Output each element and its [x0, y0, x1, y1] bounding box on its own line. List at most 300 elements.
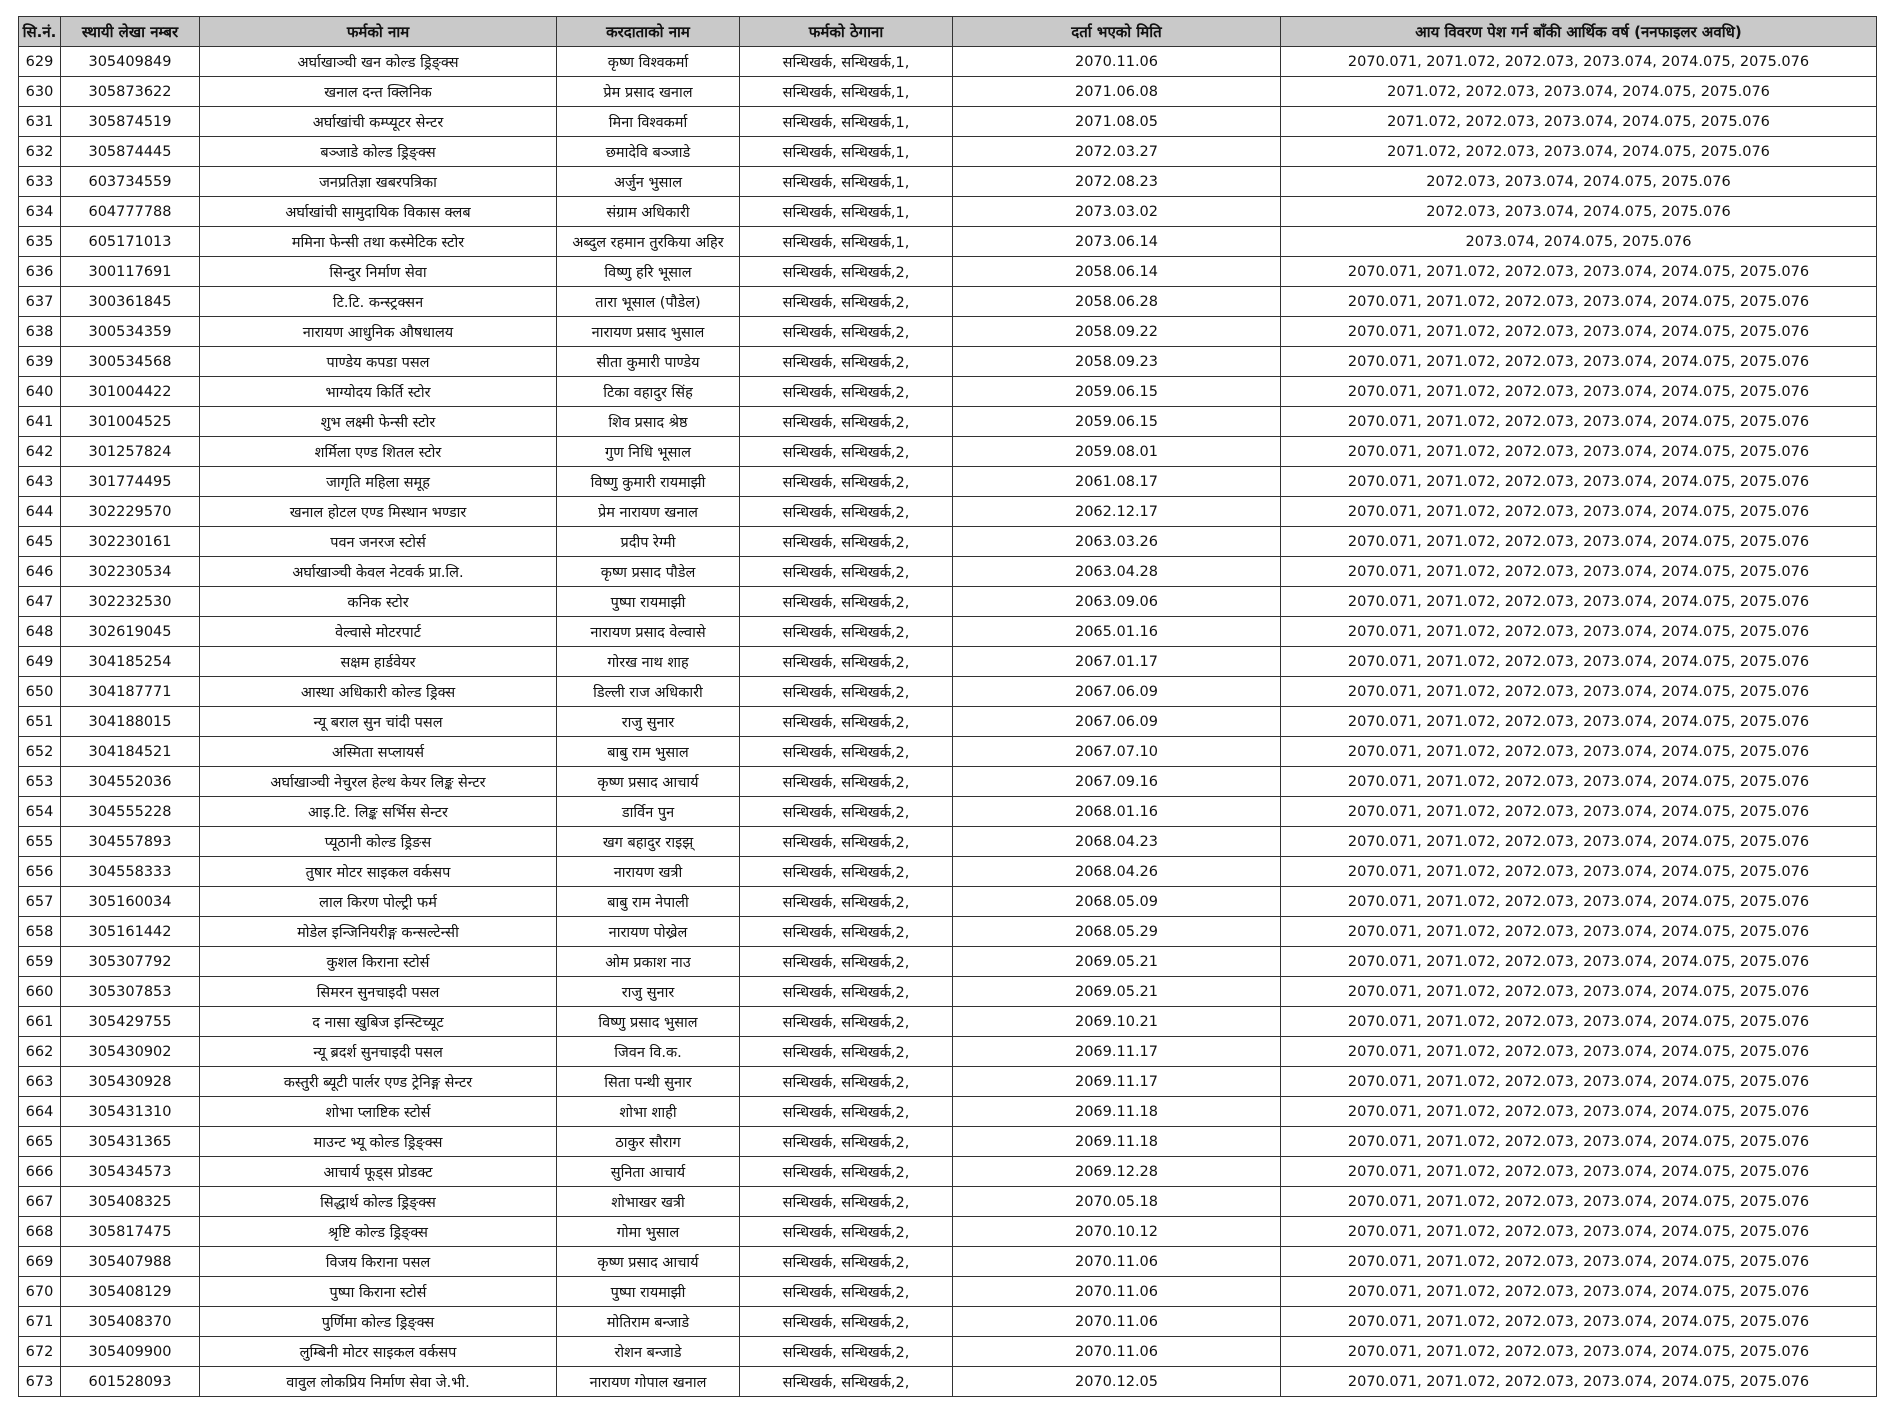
- cell-serial-number: 659: [19, 947, 61, 977]
- cell-firm-address: सन्धिखर्क, सन्धिखर्क,2,: [740, 467, 953, 497]
- table-row: [19, 887, 1877, 917]
- cell-registration-date: 2070.11.06: [953, 1307, 1281, 1337]
- cell-firm-address: सन्धिखर्क, सन्धिखर्क,2,: [740, 587, 953, 617]
- cell-pan-number: 300361845: [61, 287, 200, 317]
- cell-firm-name: प्यूठानी कोल्ड ड्रिङस: [200, 827, 557, 857]
- cell-serial-number: 651: [19, 707, 61, 737]
- table-row: [19, 797, 1877, 827]
- table-row: [19, 1037, 1877, 1067]
- cell-nonfiler-years: 2071.072, 2072.073, 2073.074, 2074.075, 2075.076: [1281, 77, 1877, 107]
- cell-taxpayer-name: खग बहादुर राइझ्: [557, 827, 740, 857]
- cell-firm-address: सन्धिखर्क, सन्धिखर्क,2,: [740, 917, 953, 947]
- cell-serial-number: 648: [19, 617, 61, 647]
- cell-serial-number: 633: [19, 167, 61, 197]
- cell-taxpayer-name: कृष्ण प्रसाद पौडेल: [557, 557, 740, 587]
- cell-pan-number: 305874445: [61, 137, 200, 167]
- cell-registration-date: 2071.08.05: [953, 107, 1281, 137]
- cell-taxpayer-name: बाबु राम भुसाल: [557, 737, 740, 767]
- cell-pan-number: 304184521: [61, 737, 200, 767]
- cell-nonfiler-years: 2070.071, 2071.072, 2072.073, 2073.074, 2074.075, 2075.076: [1281, 527, 1877, 557]
- cell-serial-number: 661: [19, 1007, 61, 1037]
- cell-pan-number: 302619045: [61, 617, 200, 647]
- table-row: [19, 587, 1877, 617]
- cell-firm-name: शोभा प्लाष्टिक स्टोर्स: [200, 1097, 557, 1127]
- cell-firm-address: सन्धिखर्क, सन्धिखर्क,2,: [740, 437, 953, 467]
- cell-taxpayer-name: रोशन बन्जाडे: [557, 1337, 740, 1367]
- cell-nonfiler-years: 2070.071, 2071.072, 2072.073, 2073.074, 2074.075, 2075.076: [1281, 1037, 1877, 1067]
- cell-nonfiler-years: 2070.071, 2071.072, 2072.073, 2073.074, 2074.075, 2075.076: [1281, 1277, 1877, 1307]
- cell-firm-address: सन्धिखर्क, सन्धिखर्क,2,: [740, 827, 953, 857]
- cell-firm-address: सन्धिखर्क, सन्धिखर्क,1,: [740, 167, 953, 197]
- table-row: [19, 1067, 1877, 1097]
- cell-pan-number: 604777788: [61, 197, 200, 227]
- cell-registration-date: 2063.04.28: [953, 557, 1281, 587]
- cell-firm-address: सन्धिखर्क, सन्धिखर्क,2,: [740, 557, 953, 587]
- cell-firm-name: द नासा खुबिज इन्स्टिच्यूट: [200, 1007, 557, 1037]
- cell-serial-number: 670: [19, 1277, 61, 1307]
- cell-firm-address: सन्धिखर्क, सन्धिखर्क,1,: [740, 47, 953, 77]
- cell-firm-address: सन्धिखर्क, सन्धिखर्क,2,: [740, 1097, 953, 1127]
- cell-firm-address: सन्धिखर्क, सन्धिखर्क,2,: [740, 1157, 953, 1187]
- cell-taxpayer-name: शोभा शाही: [557, 1097, 740, 1127]
- cell-taxpayer-name: मिना विश्वकर्मा: [557, 107, 740, 137]
- cell-serial-number: 652: [19, 737, 61, 767]
- cell-serial-number: 656: [19, 857, 61, 887]
- table-body: [19, 47, 1877, 1397]
- cell-firm-name: कुशल किराना स्टोर्स: [200, 947, 557, 977]
- cell-firm-address: सन्धिखर्क, सन्धिखर्क,1,: [740, 197, 953, 227]
- cell-serial-number: 668: [19, 1217, 61, 1247]
- cell-firm-name: न्यू बराल सुन चांदी पसल: [200, 707, 557, 737]
- cell-pan-number: 304557893: [61, 827, 200, 857]
- cell-firm-address: सन्धिखर्क, सन्धिखर्क,2,: [740, 1037, 953, 1067]
- cell-nonfiler-years: 2070.071, 2071.072, 2072.073, 2073.074, 2074.075, 2075.076: [1281, 1007, 1877, 1037]
- cell-registration-date: 2072.08.23: [953, 167, 1281, 197]
- cell-nonfiler-years: 2070.071, 2071.072, 2072.073, 2073.074, 2074.075, 2075.076: [1281, 827, 1877, 857]
- cell-registration-date: 2070.11.06: [953, 1247, 1281, 1277]
- cell-serial-number: 644: [19, 497, 61, 527]
- cell-registration-date: 2059.08.01: [953, 437, 1281, 467]
- cell-pan-number: 301004422: [61, 377, 200, 407]
- table-row: [19, 1007, 1877, 1037]
- cell-registration-date: 2070.05.18: [953, 1187, 1281, 1217]
- cell-taxpayer-name: सीता कुमारी पाण्डेय: [557, 347, 740, 377]
- cell-nonfiler-years: 2070.071, 2071.072, 2072.073, 2073.074, 2074.075, 2075.076: [1281, 737, 1877, 767]
- cell-firm-name: बञ्जाडे कोल्ड ड्रिङ्क्स: [200, 137, 557, 167]
- cell-firm-address: सन्धिखर्क, सन्धिखर्क,2,: [740, 767, 953, 797]
- cell-nonfiler-years: 2070.071, 2071.072, 2072.073, 2073.074, 2074.075, 2075.076: [1281, 1187, 1877, 1217]
- cell-firm-address: सन्धिखर्क, सन्धिखर्क,1,: [740, 137, 953, 167]
- cell-firm-name: खनाल होटल एण्ड मिस्थान भण्डार: [200, 497, 557, 527]
- cell-nonfiler-years: 2071.072, 2072.073, 2073.074, 2074.075, 2075.076: [1281, 107, 1877, 137]
- cell-serial-number: 637: [19, 287, 61, 317]
- cell-pan-number: 304188015: [61, 707, 200, 737]
- table-row: [19, 377, 1877, 407]
- cell-serial-number: 658: [19, 917, 61, 947]
- cell-firm-name: नारायण आधुनिक औषधालय: [200, 317, 557, 347]
- cell-registration-date: 2063.03.26: [953, 527, 1281, 557]
- cell-serial-number: 673: [19, 1367, 61, 1397]
- cell-firm-address: सन्धिखर्क, सन्धिखर्क,2,: [740, 1127, 953, 1157]
- cell-serial-number: 649: [19, 647, 61, 677]
- cell-registration-date: 2059.06.15: [953, 407, 1281, 437]
- table-row: [19, 1307, 1877, 1337]
- cell-firm-name: आस्था अधिकारी कोल्ड ड्रिक्स: [200, 677, 557, 707]
- cell-nonfiler-years: 2070.071, 2071.072, 2072.073, 2073.074, 2074.075, 2075.076: [1281, 1157, 1877, 1187]
- cell-nonfiler-years: 2070.071, 2071.072, 2072.073, 2073.074, 2074.075, 2075.076: [1281, 677, 1877, 707]
- header-nonfiler-years: आय विवरण पेश गर्न बाँकी आर्थिक वर्ष (ननफाइलर अवधि): [1281, 17, 1877, 47]
- cell-nonfiler-years: 2070.071, 2071.072, 2072.073, 2073.074, 2074.075, 2075.076: [1281, 467, 1877, 497]
- cell-firm-address: सन्धिखर्क, सन्धिखर्क,2,: [740, 947, 953, 977]
- cell-taxpayer-name: अब्दुल रहमान तुरकिया अहिर: [557, 227, 740, 257]
- cell-registration-date: 2070.11.06: [953, 47, 1281, 77]
- cell-registration-date: 2067.06.09: [953, 677, 1281, 707]
- cell-registration-date: 2068.05.09: [953, 887, 1281, 917]
- cell-pan-number: 304185254: [61, 647, 200, 677]
- table-row: [19, 167, 1877, 197]
- cell-taxpayer-name: छमादेवि बञ्जाडे: [557, 137, 740, 167]
- cell-serial-number: 646: [19, 557, 61, 587]
- cell-pan-number: 603734559: [61, 167, 200, 197]
- cell-taxpayer-name: ठाकुर सौराग: [557, 1127, 740, 1157]
- cell-taxpayer-name: राजु सुनार: [557, 707, 740, 737]
- cell-taxpayer-name: नारायण प्रसाद भुसाल: [557, 317, 740, 347]
- cell-pan-number: 305409900: [61, 1337, 200, 1367]
- cell-registration-date: 2069.10.21: [953, 1007, 1281, 1037]
- cell-pan-number: 305408129: [61, 1277, 200, 1307]
- table-row: [19, 347, 1877, 377]
- cell-taxpayer-name: नारायण पोख्रेल: [557, 917, 740, 947]
- table-row: [19, 287, 1877, 317]
- table-row: [19, 1367, 1877, 1397]
- cell-pan-number: 305408325: [61, 1187, 200, 1217]
- cell-taxpayer-name: जिवन वि.क.: [557, 1037, 740, 1067]
- cell-firm-name: वेल्वासे मोटरपार्ट: [200, 617, 557, 647]
- cell-serial-number: 665: [19, 1127, 61, 1157]
- header-pan-number: स्थायी लेखा नम्बर: [61, 17, 200, 47]
- header-registration-date: दर्ता भएको मिति: [953, 17, 1281, 47]
- cell-pan-number: 305430928: [61, 1067, 200, 1097]
- cell-registration-date: 2070.11.06: [953, 1337, 1281, 1367]
- cell-firm-address: सन्धिखर्क, सन्धिखर्क,1,: [740, 227, 953, 257]
- table-row: [19, 257, 1877, 287]
- cell-registration-date: 2067.07.10: [953, 737, 1281, 767]
- cell-serial-number: 639: [19, 347, 61, 377]
- cell-pan-number: 302232530: [61, 587, 200, 617]
- table-row: [19, 1097, 1877, 1127]
- cell-nonfiler-years: 2072.073, 2073.074, 2074.075, 2075.076: [1281, 197, 1877, 227]
- cell-registration-date: 2061.08.17: [953, 467, 1281, 497]
- cell-firm-name: शर्मिला एण्ड शितल स्टोर: [200, 437, 557, 467]
- cell-firm-name: श्रृष्टि कोल्ड ड्रिङ्क्स: [200, 1217, 557, 1247]
- cell-taxpayer-name: डार्विन पुन: [557, 797, 740, 827]
- cell-firm-address: सन्धिखर्क, सन्धिखर्क,2,: [740, 1307, 953, 1337]
- cell-pan-number: 304552036: [61, 767, 200, 797]
- cell-nonfiler-years: 2070.071, 2071.072, 2072.073, 2073.074, 2074.075, 2075.076: [1281, 977, 1877, 1007]
- cell-firm-name: ममिना फेन्सी तथा कस्मेटिक स्टोर: [200, 227, 557, 257]
- table-row: [19, 977, 1877, 1007]
- cell-pan-number: 305307792: [61, 947, 200, 977]
- cell-taxpayer-name: अर्जुन भुसाल: [557, 167, 740, 197]
- cell-taxpayer-name: नारायण प्रसाद वेल्वासे: [557, 617, 740, 647]
- cell-taxpayer-name: टिका वहादुर सिंह: [557, 377, 740, 407]
- cell-nonfiler-years: 2070.071, 2071.072, 2072.073, 2073.074, 2074.075, 2075.076: [1281, 647, 1877, 677]
- cell-firm-address: सन्धिखर्क, सन्धिखर्क,2,: [740, 1217, 953, 1247]
- table-row: [19, 557, 1877, 587]
- cell-registration-date: 2068.04.26: [953, 857, 1281, 887]
- cell-serial-number: 657: [19, 887, 61, 917]
- cell-serial-number: 663: [19, 1067, 61, 1097]
- cell-pan-number: 305874519: [61, 107, 200, 137]
- cell-registration-date: 2058.06.14: [953, 257, 1281, 287]
- cell-taxpayer-name: राजु सुनार: [557, 977, 740, 1007]
- cell-registration-date: 2065.01.16: [953, 617, 1281, 647]
- cell-firm-name: मोडेल इन्जिनियरीङ्ग कन्सल्टेन्सी: [200, 917, 557, 947]
- cell-pan-number: 305429755: [61, 1007, 200, 1037]
- table-row: [19, 527, 1877, 557]
- cell-taxpayer-name: कृष्ण विश्वकर्मा: [557, 47, 740, 77]
- table-row: [19, 947, 1877, 977]
- cell-registration-date: 2069.11.18: [953, 1127, 1281, 1157]
- cell-firm-address: सन्धिखर्क, सन्धिखर्क,2,: [740, 707, 953, 737]
- cell-pan-number: 305408370: [61, 1307, 200, 1337]
- cell-taxpayer-name: नारायण गोपाल खनाल: [557, 1367, 740, 1397]
- cell-nonfiler-years: 2070.071, 2071.072, 2072.073, 2073.074, 2074.075, 2075.076: [1281, 347, 1877, 377]
- cell-taxpayer-name: संग्राम अधिकारी: [557, 197, 740, 227]
- cell-pan-number: 302230534: [61, 557, 200, 587]
- cell-firm-address: सन्धिखर्क, सन्धिखर्क,2,: [740, 287, 953, 317]
- table-row: [19, 497, 1877, 527]
- cell-pan-number: 300534568: [61, 347, 200, 377]
- cell-taxpayer-name: प्रेम प्रसाद खनाल: [557, 77, 740, 107]
- cell-firm-address: सन्धिखर्क, सन्धिखर्क,2,: [740, 887, 953, 917]
- cell-serial-number: 667: [19, 1187, 61, 1217]
- cell-pan-number: 305160034: [61, 887, 200, 917]
- cell-registration-date: 2067.06.09: [953, 707, 1281, 737]
- cell-serial-number: 654: [19, 797, 61, 827]
- cell-firm-address: सन्धिखर्क, सन्धिखर्क,2,: [740, 1337, 953, 1367]
- cell-serial-number: 632: [19, 137, 61, 167]
- cell-taxpayer-name: कृष्ण प्रसाद आचार्य: [557, 1247, 740, 1277]
- cell-registration-date: 2070.11.06: [953, 1277, 1281, 1307]
- cell-serial-number: 631: [19, 107, 61, 137]
- table-row: [19, 317, 1877, 347]
- cell-registration-date: 2070.12.05: [953, 1367, 1281, 1397]
- cell-firm-name: खनाल दन्त क्लिनिक: [200, 77, 557, 107]
- cell-firm-address: सन्धिखर्क, सन्धिखर्क,2,: [740, 1187, 953, 1217]
- cell-serial-number: 629: [19, 47, 61, 77]
- cell-firm-name: न्यू ब्रदर्श सुनचाइदी पसल: [200, 1037, 557, 1067]
- table-row: [19, 107, 1877, 137]
- header-firm-address: फर्मको ठेगाना: [740, 17, 953, 47]
- cell-firm-name: पुष्पा किराना स्टोर्स: [200, 1277, 557, 1307]
- cell-taxpayer-name: सुनिता आचार्य: [557, 1157, 740, 1187]
- cell-firm-address: सन्धिखर्क, सन्धिखर्क,2,: [740, 1067, 953, 1097]
- cell-pan-number: 301004525: [61, 407, 200, 437]
- cell-serial-number: 662: [19, 1037, 61, 1067]
- cell-taxpayer-name: गोरख नाथ शाह: [557, 647, 740, 677]
- cell-firm-name: अर्घाखांची सामुदायिक विकास क्लब: [200, 197, 557, 227]
- cell-taxpayer-name: विष्णु कुमारी रायमाझी: [557, 467, 740, 497]
- cell-firm-address: सन्धिखर्क, सन्धिखर्क,2,: [740, 377, 953, 407]
- cell-taxpayer-name: शोभाखर खत्री: [557, 1187, 740, 1217]
- cell-nonfiler-years: 2070.071, 2071.072, 2072.073, 2073.074, 2074.075, 2075.076: [1281, 1247, 1877, 1277]
- cell-serial-number: 635: [19, 227, 61, 257]
- cell-firm-name: तुषार मोटर साइकल वर्कसप: [200, 857, 557, 887]
- cell-nonfiler-years: 2070.071, 2071.072, 2072.073, 2073.074, 2074.075, 2075.076: [1281, 887, 1877, 917]
- cell-pan-number: 305431365: [61, 1127, 200, 1157]
- table-row: [19, 1157, 1877, 1187]
- cell-firm-name: जागृति महिला समूह: [200, 467, 557, 497]
- cell-firm-name: विजय किराना पसल: [200, 1247, 557, 1277]
- cell-pan-number: 305430902: [61, 1037, 200, 1067]
- cell-registration-date: 2069.11.17: [953, 1037, 1281, 1067]
- cell-firm-address: सन्धिखर्क, सन्धिखर्क,2,: [740, 347, 953, 377]
- cell-taxpayer-name: गुण निधि भूसाल: [557, 437, 740, 467]
- cell-nonfiler-years: 2070.071, 2071.072, 2072.073, 2073.074, 2074.075, 2075.076: [1281, 917, 1877, 947]
- cell-serial-number: 636: [19, 257, 61, 287]
- cell-firm-name: भाग्योदय किर्ति स्टोर: [200, 377, 557, 407]
- cell-nonfiler-years: 2070.071, 2071.072, 2072.073, 2073.074, 2074.075, 2075.076: [1281, 1217, 1877, 1247]
- table-row: [19, 917, 1877, 947]
- cell-taxpayer-name: पुष्पा रायमाझी: [557, 1277, 740, 1307]
- table-row: [19, 1187, 1877, 1217]
- cell-registration-date: 2069.12.28: [953, 1157, 1281, 1187]
- cell-firm-name: सिमरन सुनचाइदी पसल: [200, 977, 557, 1007]
- cell-nonfiler-years: 2070.071, 2071.072, 2072.073, 2073.074, 2074.075, 2075.076: [1281, 1307, 1877, 1337]
- cell-nonfiler-years: 2070.071, 2071.072, 2072.073, 2073.074, 2074.075, 2075.076: [1281, 1337, 1877, 1367]
- cell-nonfiler-years: 2070.071, 2071.072, 2072.073, 2073.074, 2074.075, 2075.076: [1281, 587, 1877, 617]
- cell-pan-number: 302229570: [61, 497, 200, 527]
- table-row: [19, 137, 1877, 167]
- cell-pan-number: 305161442: [61, 917, 200, 947]
- cell-registration-date: 2058.09.22: [953, 317, 1281, 347]
- header-serial-number: सि.नं.: [19, 17, 61, 47]
- table-row: [19, 1127, 1877, 1157]
- table-row: [19, 407, 1877, 437]
- cell-serial-number: 669: [19, 1247, 61, 1277]
- cell-registration-date: 2058.06.28: [953, 287, 1281, 317]
- cell-registration-date: 2071.06.08: [953, 77, 1281, 107]
- cell-registration-date: 2059.06.15: [953, 377, 1281, 407]
- cell-taxpayer-name: सिता पन्थी सुनार: [557, 1067, 740, 1097]
- cell-nonfiler-years: 2070.071, 2071.072, 2072.073, 2073.074, 2074.075, 2075.076: [1281, 707, 1877, 737]
- cell-serial-number: 634: [19, 197, 61, 227]
- cell-nonfiler-years: 2070.071, 2071.072, 2072.073, 2073.074, 2074.075, 2075.076: [1281, 1097, 1877, 1127]
- cell-nonfiler-years: 2073.074, 2074.075, 2075.076: [1281, 227, 1877, 257]
- header-row: [19, 17, 1877, 47]
- cell-registration-date: 2073.06.14: [953, 227, 1281, 257]
- cell-firm-address: सन्धिखर्क, सन्धिखर्क,2,: [740, 1367, 953, 1397]
- cell-firm-name: अर्घाखाञ्ची खन कोल्ड ड्रिङ्क्स: [200, 47, 557, 77]
- cell-taxpayer-name: मोतिराम बन्जाडे: [557, 1307, 740, 1337]
- table-row: [19, 437, 1877, 467]
- cell-registration-date: 2069.05.21: [953, 977, 1281, 1007]
- cell-taxpayer-name: पुष्पा रायमाझी: [557, 587, 740, 617]
- cell-pan-number: 302230161: [61, 527, 200, 557]
- cell-registration-date: 2067.09.16: [953, 767, 1281, 797]
- table-row: [19, 857, 1877, 887]
- cell-registration-date: 2069.11.17: [953, 1067, 1281, 1097]
- cell-firm-address: सन्धिखर्क, सन्धिखर्क,1,: [740, 77, 953, 107]
- cell-firm-name: वावुल लोकप्रिय निर्माण सेवा जे.भी.: [200, 1367, 557, 1397]
- cell-firm-address: सन्धिखर्क, सन्धिखर्क,2,: [740, 677, 953, 707]
- cell-firm-name: माउन्ट भ्यू कोल्ड ड्रिङ्क्स: [200, 1127, 557, 1157]
- cell-nonfiler-years: 2070.071, 2071.072, 2072.073, 2073.074, 2074.075, 2075.076: [1281, 497, 1877, 527]
- cell-serial-number: 641: [19, 407, 61, 437]
- cell-firm-name: पवन जनरज स्टोर्स: [200, 527, 557, 557]
- cell-pan-number: 300534359: [61, 317, 200, 347]
- cell-registration-date: 2069.05.21: [953, 947, 1281, 977]
- table-row: [19, 1217, 1877, 1247]
- table-row: [19, 1337, 1877, 1367]
- cell-serial-number: 640: [19, 377, 61, 407]
- cell-nonfiler-years: 2070.071, 2071.072, 2072.073, 2073.074, 2074.075, 2075.076: [1281, 47, 1877, 77]
- cell-nonfiler-years: 2070.071, 2071.072, 2072.073, 2073.074, 2074.075, 2075.076: [1281, 767, 1877, 797]
- cell-taxpayer-name: प्रदीप रेग्मी: [557, 527, 740, 557]
- cell-pan-number: 304187771: [61, 677, 200, 707]
- cell-firm-name: अर्घाखाञ्ची नेचुरल हेल्थ केयर लिङ्क सेन्टर: [200, 767, 557, 797]
- cell-serial-number: 630: [19, 77, 61, 107]
- cell-firm-name: लाल किरण पोल्ट्री फर्म: [200, 887, 557, 917]
- cell-firm-address: सन्धिखर्क, सन्धिखर्क,2,: [740, 317, 953, 347]
- cell-registration-date: 2072.03.27: [953, 137, 1281, 167]
- cell-firm-name: पाण्डेय कपडा पसल: [200, 347, 557, 377]
- cell-firm-name: लुम्बिनी मोटर साइकल वर्कसप: [200, 1337, 557, 1367]
- nonfiler-table: [18, 16, 1877, 1397]
- cell-firm-address: सन्धिखर्क, सन्धिखर्क,2,: [740, 407, 953, 437]
- cell-firm-name: कनिक स्टोर: [200, 587, 557, 617]
- cell-nonfiler-years: 2070.071, 2071.072, 2072.073, 2073.074, 2074.075, 2075.076: [1281, 1127, 1877, 1157]
- cell-registration-date: 2062.12.17: [953, 497, 1281, 527]
- cell-serial-number: 650: [19, 677, 61, 707]
- cell-firm-address: सन्धिखर्क, सन्धिखर्क,2,: [740, 497, 953, 527]
- cell-serial-number: 655: [19, 827, 61, 857]
- cell-firm-name: सक्षम हार्डवेयर: [200, 647, 557, 677]
- cell-taxpayer-name: कृष्ण प्रसाद आचार्य: [557, 767, 740, 797]
- cell-pan-number: 305873622: [61, 77, 200, 107]
- cell-pan-number: 305307853: [61, 977, 200, 1007]
- cell-taxpayer-name: शिव प्रसाद श्रेष्ठ: [557, 407, 740, 437]
- cell-pan-number: 301257824: [61, 437, 200, 467]
- cell-registration-date: 2068.01.16: [953, 797, 1281, 827]
- table-row: [19, 647, 1877, 677]
- cell-serial-number: 645: [19, 527, 61, 557]
- table-row: [19, 47, 1877, 77]
- cell-nonfiler-years: 2070.071, 2071.072, 2072.073, 2073.074, 2074.075, 2075.076: [1281, 437, 1877, 467]
- cell-firm-name: आइ.टि. लिङ्क सर्भिस सेन्टर: [200, 797, 557, 827]
- table-header: [19, 17, 1877, 47]
- cell-registration-date: 2070.10.12: [953, 1217, 1281, 1247]
- cell-registration-date: 2058.09.23: [953, 347, 1281, 377]
- cell-firm-name: सिन्दुर निर्माण सेवा: [200, 257, 557, 287]
- cell-nonfiler-years: 2070.071, 2071.072, 2072.073, 2073.074, 2074.075, 2075.076: [1281, 407, 1877, 437]
- cell-firm-address: सन्धिखर्क, सन्धिखर्क,2,: [740, 647, 953, 677]
- cell-pan-number: 305407988: [61, 1247, 200, 1277]
- cell-firm-name: अर्घाखांची कम्प्यूटर सेन्टर: [200, 107, 557, 137]
- cell-pan-number: 305409849: [61, 47, 200, 77]
- cell-serial-number: 653: [19, 767, 61, 797]
- cell-firm-address: सन्धिखर्क, सन्धिखर्क,2,: [740, 1007, 953, 1037]
- table-row: [19, 737, 1877, 767]
- cell-nonfiler-years: 2070.071, 2071.072, 2072.073, 2073.074, 2074.075, 2075.076: [1281, 1367, 1877, 1397]
- table-row: [19, 677, 1877, 707]
- cell-taxpayer-name: विष्णु प्रसाद भुसाल: [557, 1007, 740, 1037]
- cell-nonfiler-years: 2070.071, 2071.072, 2072.073, 2073.074, 2074.075, 2075.076: [1281, 557, 1877, 587]
- cell-firm-address: सन्धिखर्क, सन्धिखर्क,2,: [740, 617, 953, 647]
- table-row: [19, 77, 1877, 107]
- cell-serial-number: 664: [19, 1097, 61, 1127]
